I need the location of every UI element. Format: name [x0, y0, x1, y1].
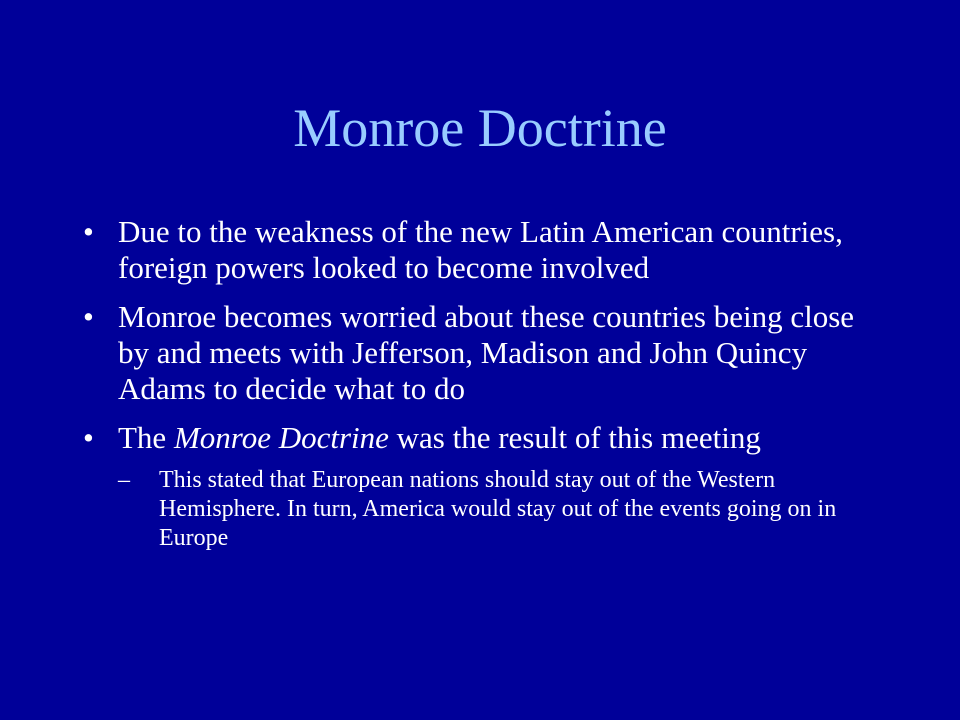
sub-bullet-text: This stated that European nations should stay out of the Western Hemisphere. In turn, America would stay out of the events going on in Europe	[159, 467, 837, 551]
sub-bullet-list	[118, 466, 860, 553]
bullet-item	[80, 299, 860, 407]
bullet-marker: •	[83, 420, 94, 455]
bullet-marker: •	[83, 214, 94, 249]
bullet-item	[80, 420, 860, 553]
bullet-prefix: The	[118, 420, 174, 455]
bullet-item	[80, 214, 860, 286]
sub-bullet-marker: –	[118, 467, 130, 493]
bullet-suffix: was the result of this meeting	[388, 420, 761, 455]
bullet-text: Monroe becomes worried about these countries being close by and meets with Jefferson, Madison and John Quincy Adams to decide what to do	[118, 299, 855, 406]
bullet-text: Due to the weakness of the new Latin American countries, foreign powers looked to become involved	[118, 214, 843, 285]
doctrine-emphasis: Monroe Doctrine	[173, 420, 389, 455]
sub-bullet-item	[118, 466, 860, 553]
bullet-list	[80, 214, 860, 566]
slide-title: Monroe Doctrine	[293, 98, 667, 158]
bullet-text	[118, 420, 761, 455]
bullet-marker: •	[83, 299, 94, 334]
